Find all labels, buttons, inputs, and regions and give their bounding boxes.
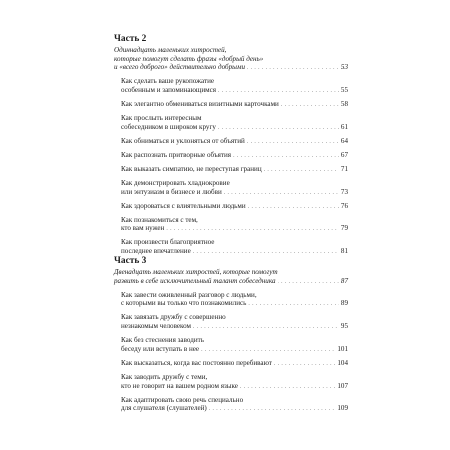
page-number: 104: [337, 358, 348, 367]
toc-line: [121, 359, 348, 369]
toc-line: [114, 277, 348, 287]
toc-entry: [114, 114, 348, 132]
toc-line-text: Как прослыть интересным: [121, 114, 202, 123]
toc-entry: [114, 396, 348, 414]
toc-line-text: Как здороваться с влиятельными людьми: [121, 201, 246, 210]
page-number: 107: [337, 381, 348, 390]
toc-line: [121, 114, 348, 123]
dot-leader: [248, 202, 339, 212]
toc-line: [114, 46, 348, 55]
toc-line: [114, 55, 348, 64]
toc-line-text: собеседником в широком кругу: [121, 122, 216, 131]
dot-leader: [233, 151, 339, 161]
page-number: 53: [340, 63, 348, 72]
dot-leader: [247, 63, 339, 73]
page-number: 64: [340, 136, 348, 145]
toc-line-text: Как завязать дружбу с совершенно: [121, 313, 226, 322]
dot-leader: [193, 322, 339, 332]
page-number: 76: [340, 201, 348, 210]
page-number: 101: [337, 344, 348, 353]
dot-leader: [278, 277, 339, 287]
toc-line: [121, 188, 348, 198]
dot-leader: [209, 404, 336, 414]
toc-line-text: Как без стеснения заводить: [121, 336, 204, 345]
page-number: 71: [340, 164, 348, 173]
part-title: Часть 2: [114, 34, 147, 44]
toc-line-text: кто вам нужен: [121, 224, 165, 233]
dot-leader: [264, 165, 339, 175]
toc-line: [121, 165, 348, 175]
toc-line: [121, 238, 348, 247]
dot-leader: [240, 382, 335, 392]
toc-line-text: и «всего доброго» действительно добрыми: [114, 63, 246, 72]
page-number: 89: [340, 299, 348, 308]
toc-line: [121, 404, 348, 414]
toc-line-text: Как завести оживленный разговор с людьми,: [121, 290, 257, 299]
toc-line: [121, 224, 348, 234]
toc-line: [121, 345, 348, 355]
dot-leader: [224, 188, 339, 198]
toc-line-text: Как сделать ваше рукопожатие: [121, 77, 215, 86]
page-number: 67: [340, 150, 348, 159]
toc-line: [114, 63, 348, 73]
toc-part: [114, 33, 348, 257]
toc-line-text: Как высказаться, когда вас постоянно перебивают: [121, 358, 272, 367]
page-number: 109: [337, 404, 348, 413]
toc-line-text: кто не говорит на вашем родном языке: [121, 381, 238, 390]
toc-line-text: Как познакомиться с тем,: [121, 215, 198, 224]
dot-leader: [274, 359, 335, 369]
toc-line: [121, 382, 348, 392]
toc-line: [114, 268, 348, 277]
toc-line-text: Как элегантно обмениваться визитными карточками: [121, 100, 279, 109]
toc-line: [121, 179, 348, 188]
page-number: 95: [340, 322, 348, 331]
toc-entry: [114, 373, 348, 391]
toc-line-text: Как демонстрировать хладнокровие: [121, 178, 230, 187]
toc-line-text: Одиннадцать маленьких хитростей,: [114, 46, 227, 54]
toc-line: [121, 100, 348, 110]
toc-entry: [114, 336, 348, 354]
toc-line-text: незнакомым человеком: [121, 322, 192, 331]
toc-line: [121, 373, 348, 382]
toc-line: [121, 86, 348, 96]
page-number: 61: [340, 122, 348, 131]
toc-line-text: беседу или вступать в нее: [121, 344, 200, 353]
page-number: 81: [340, 246, 348, 255]
part-title: Часть 3: [114, 256, 147, 266]
toc-entry: [114, 77, 348, 95]
toc-part: [114, 255, 348, 414]
toc-line-text: Как выказать симпатию, не переступая границ: [121, 164, 262, 173]
page-number: 79: [340, 224, 348, 233]
toc-line: [121, 322, 348, 332]
dot-leader: [201, 345, 335, 355]
dot-leader: [218, 123, 339, 133]
toc-line: [121, 77, 348, 86]
toc-line-text: для слушателя (слушателей): [121, 404, 207, 413]
toc-line: [121, 137, 348, 147]
part-intro: [114, 268, 348, 286]
toc-line: [121, 396, 348, 405]
toc-line-text: последнее впечатление: [121, 246, 191, 255]
toc-line-text: с которыми вы только что познакомились: [121, 299, 247, 308]
page-number: 55: [340, 86, 348, 95]
toc-line-text: Как заводить дружбу с теми,: [121, 372, 208, 381]
dot-leader: [166, 224, 339, 234]
toc-line-text: особенным и запоминающимся: [121, 86, 217, 95]
toc-line: [121, 336, 348, 345]
toc-entry: [114, 179, 348, 197]
toc-line-text: Как обниматься и уклоняться от объятий: [121, 136, 245, 145]
dot-leader: [218, 86, 339, 96]
toc-line-text: или энтузиазм в бизнесе и любви: [121, 187, 222, 196]
toc-line-text: которые помогут сделать фразы «добрый день»: [114, 54, 264, 63]
toc-line: [121, 299, 348, 309]
toc-entry: [114, 100, 348, 110]
page-number: 58: [340, 100, 348, 109]
toc-line: [121, 291, 348, 300]
toc-line-text: Как распознать притворные объятия: [121, 150, 232, 159]
toc-entry: [114, 238, 348, 256]
part-intro: [114, 46, 348, 73]
toc-entry: [114, 216, 348, 234]
page-number: 73: [340, 187, 348, 196]
toc-line: [121, 216, 348, 225]
toc-entry: [114, 313, 348, 331]
dot-leader: [281, 100, 339, 110]
toc-line-text: развить в себе исключительный талант собеседника: [114, 276, 276, 285]
toc-line-text: Как произвести благоприятное: [121, 238, 215, 247]
toc-line: [121, 313, 348, 322]
toc-line-text: Двенадцать маленьких хитростей, которые помогут: [114, 268, 278, 276]
toc-line: [121, 123, 348, 133]
page-number: 87: [340, 276, 348, 285]
toc-entry: [114, 291, 348, 309]
toc-line: [121, 202, 348, 212]
toc-entry: [114, 137, 348, 147]
toc-entry: [114, 202, 348, 212]
toc-line-text: Как адаптировать свою речь специально: [121, 395, 244, 404]
toc-line: [121, 151, 348, 161]
dot-leader: [247, 137, 339, 147]
dot-leader: [248, 299, 339, 309]
toc-entry: [114, 151, 348, 161]
toc-entry: [114, 165, 348, 175]
toc-entry: [114, 359, 348, 369]
